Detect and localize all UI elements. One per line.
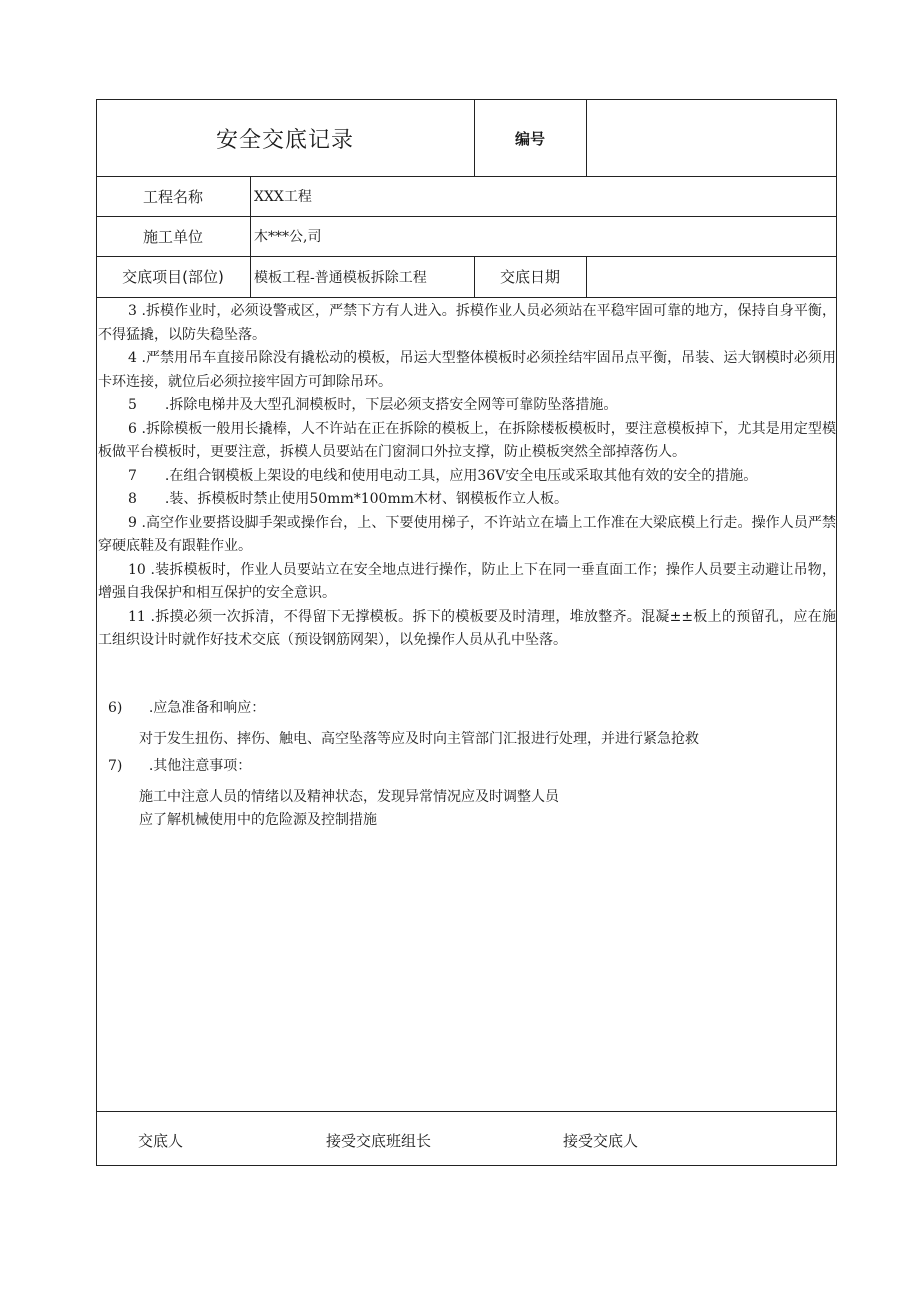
row-divider [96, 297, 837, 298]
receiver-signature-label: 接受交底人 [563, 1132, 639, 1150]
content-item: 8 .装、拆模板时禁止使用50mm*100mm木材、钢模板作立人板。 [128, 491, 568, 507]
content-item: 10 .装拆模板时，作业人员要站立在安全地点进行操作，防止上下在同一垂直面工作；操作人员要主动避让吊物，增强自我保护和相互保护的安全意识。 [98, 561, 836, 601]
disclosure-item-label: 交底项目(部位) [122, 268, 224, 286]
row-divider [96, 1111, 837, 1112]
section6-text: 对于发生扭伤、摔伤、触电、高空坠落等应及时向主管部门汇报进行处理，并进行紧急抢救 [139, 731, 699, 747]
presenter-signature-label: 交底人 [138, 1132, 184, 1150]
content-item: 6 .拆除模板一般用长撬棒，人不许站在正在拆除的模板上，在拆除楼板模板时，要注意模板掉下，尤其是用定型模板做平台模板时，更要注意，拆模人员要站在门窗洞口外拉支撑，防止模板突然全部掉落伤人。 [98, 420, 836, 460]
content-item: 11 .拆摸必须一次拆清，不得留下无撑模板。拆下的模板要及时清理，堆放整齐。混凝±±板上的预留孔，应在施工组织设计时就作好技术交底（预设钢筋网架），以免操作人员从孔中坠落。 [98, 608, 836, 648]
section6-title: .应急准备和响应： [148, 700, 266, 716]
content-item: 9 .高空作业要搭设脚手架或操作台，上、下要使用梯子，不许站立在墙上工作准在大梁底模上行走。操作人员严禁穿硬底鞋及有跟鞋作业。 [98, 514, 836, 554]
number-value[interactable] [586, 99, 837, 177]
project-name-label: 工程名称 [142, 187, 203, 206]
content-item: 4 .严禁用吊车直接吊除没有撬松动的模板，吊运大型整体模板时必须拴结牢固吊点平衡，吊装、运大钢模时必须用卡环连接，就位后必须拉接牢固方可卸除吊环。 [98, 350, 836, 390]
disclosure-content [98, 300, 836, 653]
construction-unit-value[interactable]: 木***公,司 [254, 229, 322, 245]
section7-line: 应了解机械使用中的危险源及控制措施 [139, 812, 377, 828]
content-item: 3 .拆模作业时，必须设警戒区，严禁下方有人进入。拆模作业人员必须站在平稳牢固可靠的地方，保持自身平衡，不得猛撬，以防失稳坠落。 [98, 303, 836, 343]
construction-unit-label: 施工单位 [142, 227, 203, 246]
team-leader-signature-label: 接受交底班组长 [326, 1132, 432, 1150]
number-label: 编号 [514, 129, 545, 148]
section7-number: 7) [108, 758, 123, 774]
disclosure-item-value[interactable]: 模板工程-普通模板拆除工程 [254, 269, 427, 286]
content-item: 5 .拆除电梯井及大型孔洞模板时，下层必须支搭安全网等可靠防坠落措施。 [128, 397, 618, 413]
content-item: 7 .在组合钢模板上架设的电线和使用电动工具，应用36V安全电压或采取其他有效的安全的措施。 [128, 467, 758, 484]
disclosure-date-value[interactable] [586, 256, 837, 297]
page-title: 安全交底记录 [215, 127, 354, 153]
section6-heading [108, 697, 265, 717]
project-name-value[interactable]: XXX工程 [254, 189, 312, 205]
disclosure-date-label: 交底日期 [499, 268, 560, 286]
section7-line: 施工中注意人员的情绪以及精神状态，发现异常情况应及时调整人员 [139, 789, 559, 805]
section7-heading [108, 755, 251, 775]
section7-title: .其他注意事项： [148, 758, 252, 774]
section6-number: 6) [108, 700, 123, 716]
